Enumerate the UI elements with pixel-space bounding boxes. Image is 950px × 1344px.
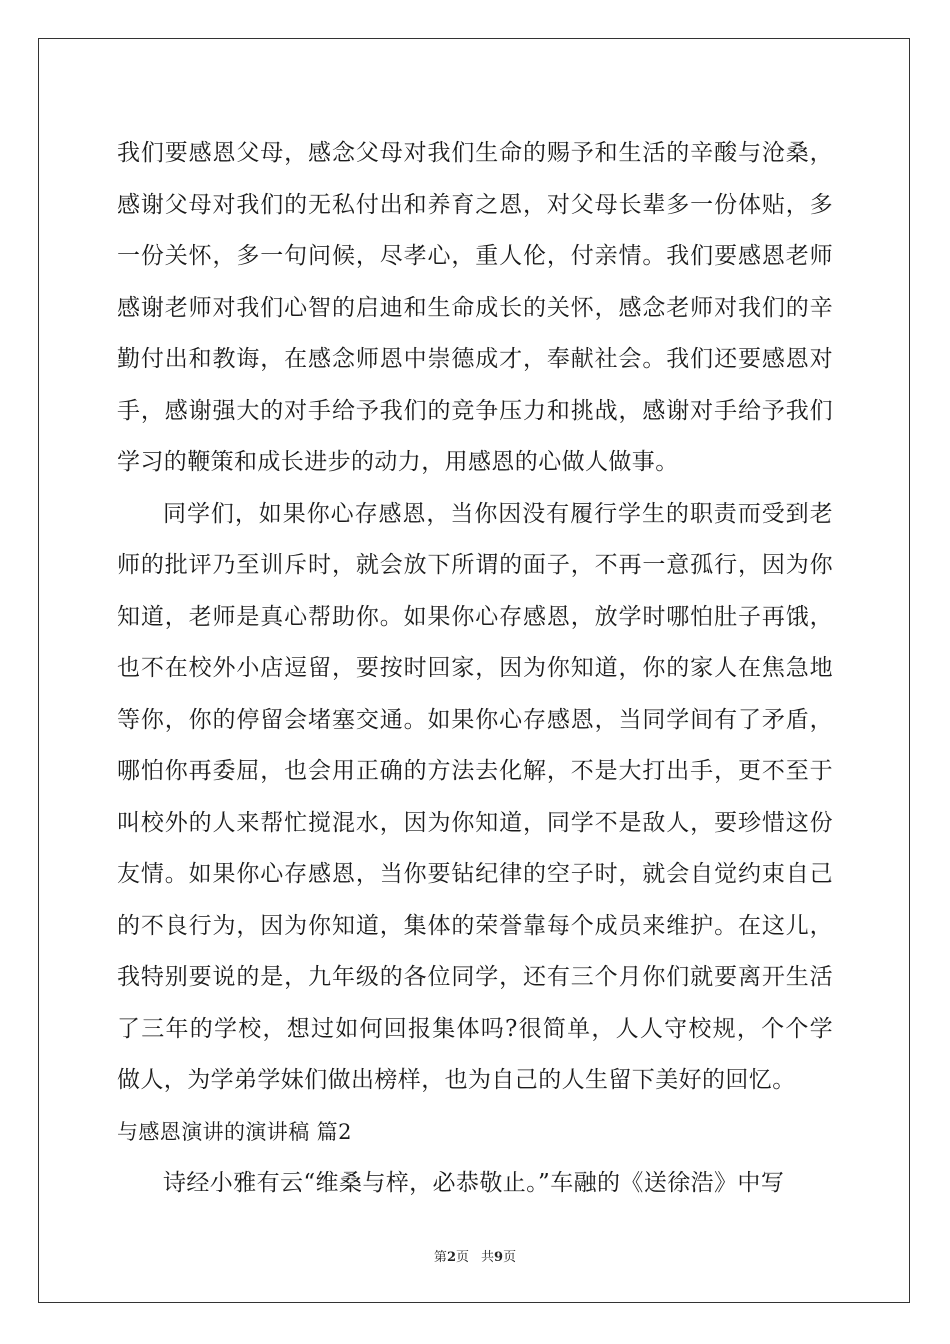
paragraph-classmates: [117, 489, 833, 1107]
document-body: [117, 128, 833, 1210]
paragraph-poetry: [117, 1158, 833, 1210]
text-line: 诗经小雅有云“维桑与梓，必恭敬止。”车融的《送徐浩》中写: [163, 1170, 785, 1196]
text-line: 友情。如果你心存感恩，当你要钻纪律的空子时，就会自觉约束自己: [117, 861, 833, 887]
text-line: 了三年的学校，想过如何回报集体吗?很简单，人人守校规，个个学: [117, 1015, 833, 1042]
page-footer: [0, 1246, 950, 1265]
text-line: 的不良行为，因为你知道，集体的荣誉靠每个成员来维护。在这儿，: [117, 912, 833, 939]
text-line: 师的批评乃至训斥时，就会放下所谓的面子，不再一意孤行，因为你: [117, 552, 833, 578]
text-line: 学习的鞭策和成长进步的动力，用感恩的心做人做事。: [117, 449, 679, 475]
text-line: 我们要感恩父母，感念父母对我们生命的赐予和生活的辛酸与沧桑，: [117, 140, 833, 166]
text-line: 知道，老师是真心帮助你。如果你心存感恩，放学时哪怕肚子再饿，: [117, 603, 833, 630]
text-line: 等你，你的停留会堵塞交通。如果你心存感恩，当同学间有了矛盾，: [117, 706, 833, 733]
total-prefix: 共: [481, 1250, 495, 1265]
text-line: 感谢父母对我们的无私付出和养育之恩，对父母长辈多一份体贴，多: [117, 191, 833, 218]
text-line: 我特别要说的是，九年级的各位同学，还有三个月你们就要离开生活: [117, 964, 833, 990]
page-current: 2: [446, 1250, 456, 1265]
text-line: 勤付出和教诲，在感念师恩中崇德成才，奉献社会。我们还要感恩对: [117, 346, 833, 372]
page-suffix: 页: [455, 1250, 469, 1265]
paragraph-parents-teachers: [117, 128, 833, 489]
text-line: 也不在校外小店逗留，要按时回家，因为你知道，你的家人在焦急地: [117, 655, 833, 681]
text-line: 哪怕你再委屈，也会用正确的方法去化解，不是大打出手，更不至于: [117, 758, 833, 784]
text-line: 一份关怀，多一句问候，尽孝心，重人伦，付亲情。我们要感恩老师: [117, 243, 833, 269]
text-line: 叫校外的人来帮忙搅混水，因为你知道，同学不是敌人，要珍惜这份: [117, 809, 833, 836]
section-heading: 与感恩演讲的演讲稿 篇2: [117, 1119, 352, 1144]
text-line: 手，感谢强大的对手给予我们的竞争压力和挑战，感谢对手给予我们: [117, 397, 833, 424]
page-total: 9: [494, 1250, 504, 1265]
text-line: 同学们，如果你心存感恩，当你因没有履行学生的职责而受到老: [163, 500, 833, 527]
text-line: 感谢老师对我们心智的启迪和生命成长的关怀，感念老师对我们的辛: [117, 294, 833, 321]
total-suffix: 页: [503, 1250, 517, 1265]
page-prefix: 第: [433, 1250, 447, 1265]
text-line: 做人，为学弟学妹们做出榜样，也为自己的人生留下美好的回忆。: [117, 1067, 796, 1093]
